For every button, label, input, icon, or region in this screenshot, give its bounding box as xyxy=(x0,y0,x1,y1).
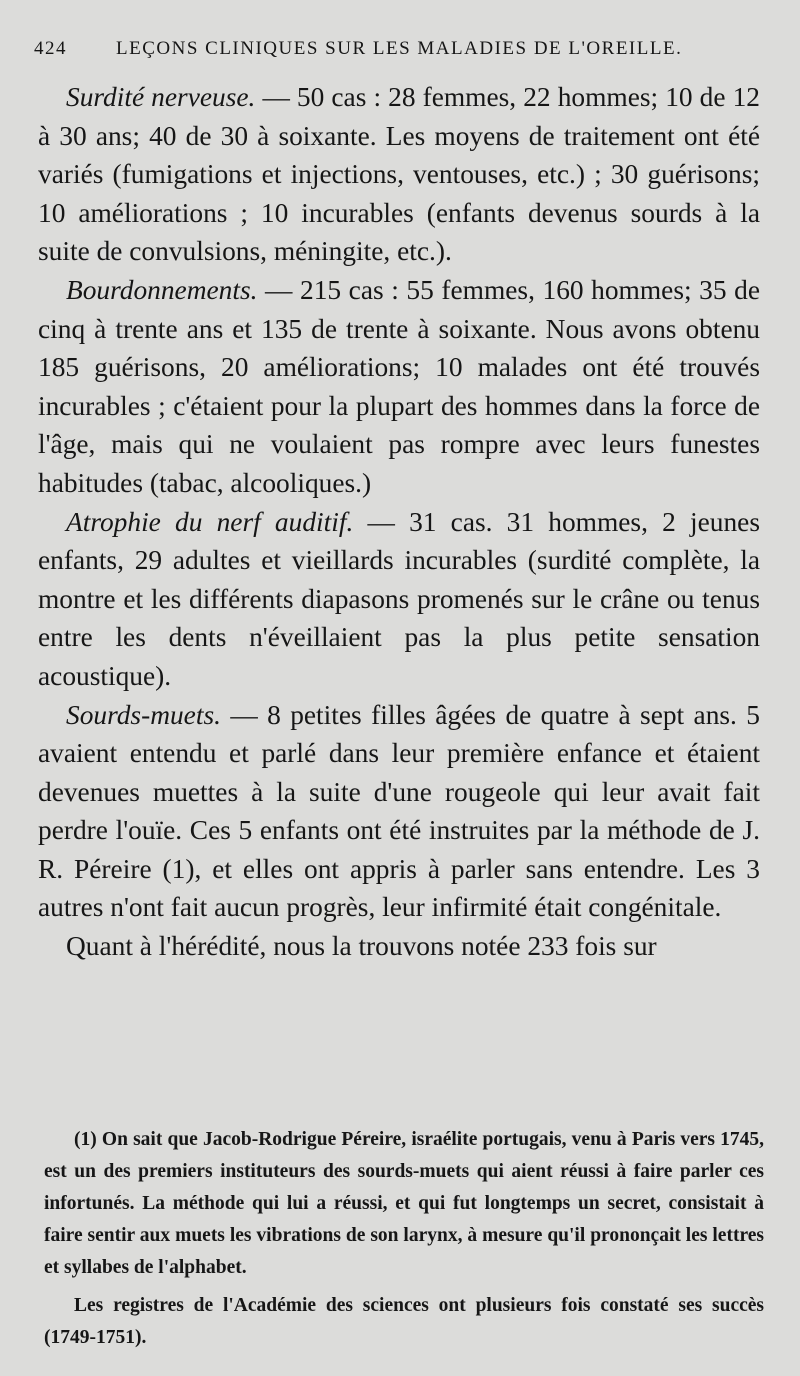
paragraph-body: — 8 petites filles âgées de quatre à sept ans. 5 avaient entendu et parlé dans leur première enfance et étaient devenues muettes à la suite d'une rougeole qui leur avait fait perdre l'ouïe. Ces 5 enfants ont été instruites par la méthode de J. R. Péreire (1), et elles ont appris à parler sans entendre. Les 3 autres n'ont fait aucun progrès, leur infirmité était congénitale. xyxy=(38,699,760,923)
footnotes xyxy=(44,1124,764,1354)
paragraph-bourdonnements xyxy=(38,271,760,503)
paragraph-atrophie xyxy=(38,503,760,696)
paragraph-body: — 50 cas : 28 femmes, 22 hommes; 10 de 12 à 30 ans; 40 de 30 à soixante. Les moyens de traitement ont été variés (fumigations et injections, ventouses, etc.) ; 30 guérisons; 10 améliorations ; 10 incurables (enfants devenus sourds à la suite de convulsions, méningite, etc.). xyxy=(38,82,760,267)
main-text xyxy=(38,78,760,966)
paragraph-surdite-nerveuse xyxy=(38,78,760,271)
running-title: LEÇONS CLINIQUES SUR LES MALADIES DE L'OREILLE. xyxy=(116,38,683,59)
paragraph-heredite xyxy=(38,927,760,966)
paragraph-body: — 31 cas. 31 hommes, 2 jeunes enfants, 29 adultes et vieillards incurables (surdité complète, la montre et les différents diapasons promenés sur le crâne ou tenus entre les dents n'éveillaient pas la plus petite sensation acoustique). xyxy=(38,506,760,691)
paragraph-heading: Surdité nerveuse. xyxy=(66,82,256,112)
page-number: 424 xyxy=(34,38,67,59)
paragraph-body: Quant à l'hérédité, nous la trouvons notée 233 fois sur xyxy=(66,931,657,962)
paragraph-sourds-muets xyxy=(38,696,760,928)
footnote-1: (1) On sait que Jacob-Rodrigue Péreire, israélite portugais, venu à Paris vers 1745, est un des premiers instituteurs des sourds-muets qui aient réussi à faire parler ces infortunés. La méthode qui lui a réussi, et qui fut longtemps un secret, consistait à faire sentir aux muets les vibrations de son larynx, à mesure qu'il prononçait les lettres et syllabes de l'alphabet. xyxy=(44,1129,764,1278)
paragraph-heading: Sourds-muets. xyxy=(66,699,221,730)
footnote-1-continued: Les registres de l'Académie des sciences ont plusieurs fois constaté ses succès (1749-1751). xyxy=(44,1295,764,1348)
paragraph-heading: Atrophie du nerf auditif. xyxy=(66,506,354,537)
paragraph-heading: Bourdonnements. xyxy=(66,274,258,305)
page-header xyxy=(30,38,770,68)
paragraph-body: — 215 cas : 55 femmes, 160 hommes; 35 de cinq à trente ans et 135 de trente à soixante. Nous avons obtenu 185 guérisons, 20 améliorations; 10 malades ont été trouvés incurables ; c'étaient pour la plupart des hommes dans la force de l'âge, mais qui ne voulaient pas rompre avec leurs funestes habitudes (tabac, alcooliques.) xyxy=(38,274,760,498)
